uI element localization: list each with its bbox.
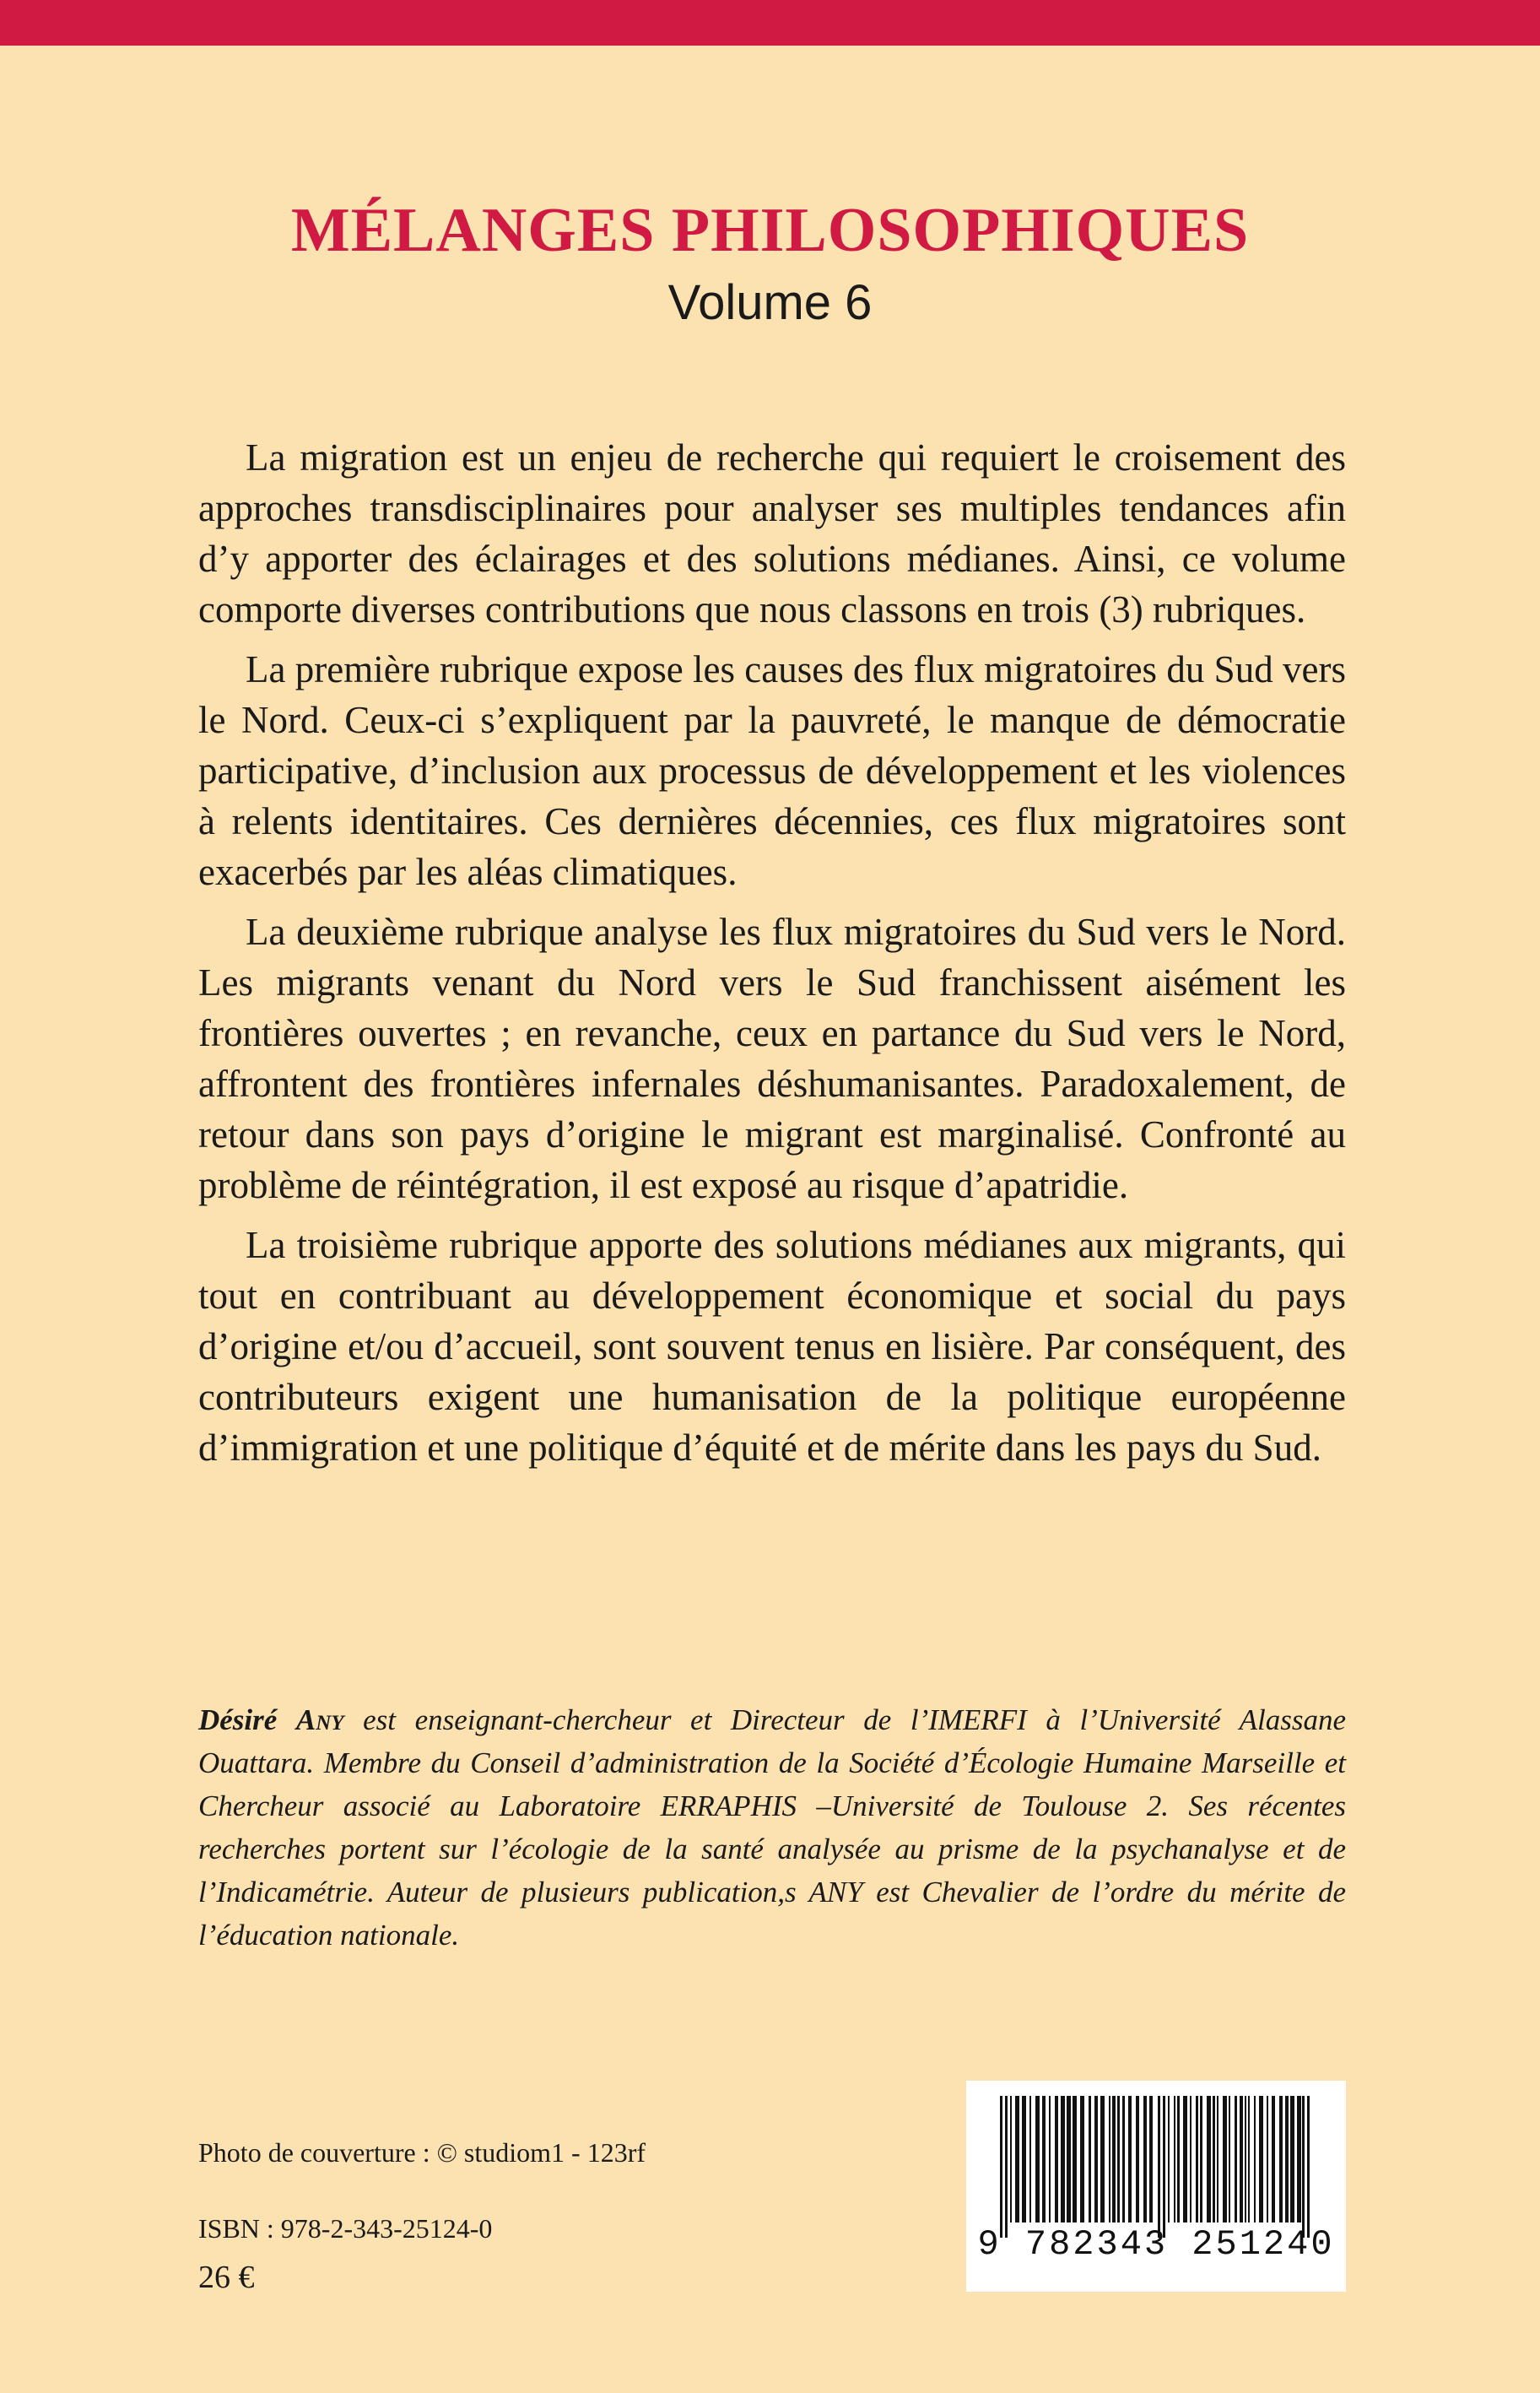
barcode-bar (1259, 2096, 1263, 2222)
photo-credit: Photo de couverture : © studiom1 - 123rf (198, 2137, 646, 2168)
barcode-bar (1285, 2096, 1289, 2222)
author-bio-text: est enseignant-chercheur et Directeur de l’IMERFI à l’Université Alassane Ouattara. Membre du Conseil d’administration de la Société d’Écologie Humaine Marseille et Chercheur associé au Laboratoire ERRAPHIS –Université de Toulouse 2. Ses récentes recherches portent sur l’écologie de la santé analysée au prisme de la psychanalyse et de l’Indicamétrie. Auteur de plusieurs publication,s ANY est Chevalier de l’ordre du mérite de l’éducation nationale. (198, 1703, 1346, 1952)
author-first-name: Désiré (198, 1703, 278, 1736)
barcode-bar (1168, 2096, 1170, 2222)
barcode-bar (1067, 2096, 1071, 2222)
barcode-bar (1149, 2096, 1153, 2222)
barcode-bar (1136, 2096, 1139, 2222)
barcode-bar (1112, 2096, 1116, 2222)
author-last-name: Any (295, 1703, 344, 1736)
barcode-bar (1117, 2096, 1120, 2222)
barcode-bar (1080, 2096, 1084, 2222)
author-name (198, 1703, 344, 1736)
barcode-bar (1235, 2096, 1237, 2222)
barcode-bar (1055, 2096, 1058, 2222)
barcode-bar (1229, 2096, 1230, 2222)
barcode (966, 2081, 1346, 2292)
barcode-digits: 9 782343 251240 (977, 2224, 1335, 2265)
author-bio (198, 1698, 1346, 1957)
barcode-bar (1248, 2096, 1250, 2222)
top-color-band (0, 0, 1540, 46)
isbn: ISBN : 978-2-343-25124-0 (198, 2213, 493, 2244)
barcode-bar (1163, 2096, 1165, 2238)
barcode-bar (1245, 2096, 1246, 2222)
barcode-bar (1279, 2096, 1283, 2222)
barcode-bar (1022, 2096, 1026, 2222)
summary-paragraph-3: La deuxième rubrique analyse les flux migratoires du Sud vers le Nord. Les migrants venant du Nord vers le Sud franchissent aisément les frontières ouvertes ; en revanche, ceux en partance du Sud vers le Nord, affrontent des frontières infernales déshumanisantes. Paradoxalement, de retour dans son pays d’origine le migrant est marginalisé. Confronté au problème de réintégration, il est exposé au risque d’apatridie. (198, 911, 1346, 1206)
barcode-bar (1196, 2096, 1198, 2222)
barcode-bar (1122, 2096, 1125, 2222)
barcode-bar (1094, 2096, 1098, 2222)
barcode-bar (1190, 2096, 1191, 2222)
barcode-bar (1290, 2096, 1294, 2222)
book-title: MÉLANGES PHILOSOPHIQUES (290, 196, 1250, 265)
barcode-bar (1272, 2096, 1275, 2222)
barcode-bar (1042, 2096, 1046, 2222)
barcode-bar (1217, 2096, 1218, 2222)
barcode-bar (1089, 2096, 1091, 2222)
barcode-bar (1297, 2096, 1301, 2222)
barcode-bar (1213, 2096, 1215, 2222)
barcode-bar (1240, 2096, 1243, 2222)
barcode-bar (1302, 2096, 1305, 2238)
barcode-bar (1073, 2096, 1077, 2222)
barcode-bar (1158, 2096, 1160, 2238)
barcode-bar (1200, 2096, 1202, 2222)
barcode-bar (1061, 2096, 1065, 2222)
barcode-bar (1100, 2096, 1105, 2222)
summary-text (198, 432, 1346, 1482)
barcode-bar (1000, 2096, 1002, 2238)
barcode-bar (1307, 2096, 1310, 2238)
barcode-bar (1267, 2096, 1268, 2222)
barcode-bar (1223, 2096, 1227, 2222)
barcode-bar (1254, 2096, 1256, 2222)
barcode-bar (1109, 2096, 1110, 2222)
barcode-bar (1128, 2096, 1132, 2222)
barcode-bar (1035, 2096, 1040, 2222)
barcode-bar (1029, 2096, 1031, 2222)
barcode-bar (1174, 2096, 1175, 2222)
summary-paragraph-1: La migration est un enjeu de recherche qui requiert le croisement des approches transdisciplinaires pour analyser ses multiples tendances afin d’y apporter des éclairages et des solutions médianes. Ainsi, ce volume comporte diverses contributions que nous classons en trois (3) rubriques. (198, 436, 1346, 631)
barcode-bar (1015, 2096, 1019, 2222)
barcode-bar (1207, 2096, 1211, 2222)
barcode-bar (1049, 2096, 1051, 2222)
barcode-bar (1183, 2096, 1187, 2222)
summary-paragraph-4: La troisième rubrique apporte des solutions médianes aux migrants, qui tout en contribuant au développement économique et social du pays d’origine et/ou d’accueil, sont souvent tenus en lisière. Par conséquent, des contributeurs exigent une humanisation de la politique européenne d’immigration et une politique d’équité et de mérite dans les pays du Sud. (198, 1224, 1346, 1469)
price: 26 € (198, 2260, 255, 2295)
summary-paragraph-2: La première rubrique expose les causes des flux migratoires du Sud vers le Nord. Ceux-ci s’expliquent par la pauvreté, le manque de démocratie participative, d’inclusion aux processus de développement et les violences à relents identitaires. Ces dernières décennies, ces flux migratoires sont exacerbés par les aléas climatiques. (198, 648, 1346, 893)
barcode-bar (1143, 2096, 1147, 2222)
barcode-bar (1010, 2096, 1012, 2222)
barcode-bar (1177, 2096, 1180, 2222)
volume-subtitle: Volume 6 (667, 275, 873, 330)
barcode-bar (1005, 2096, 1008, 2238)
